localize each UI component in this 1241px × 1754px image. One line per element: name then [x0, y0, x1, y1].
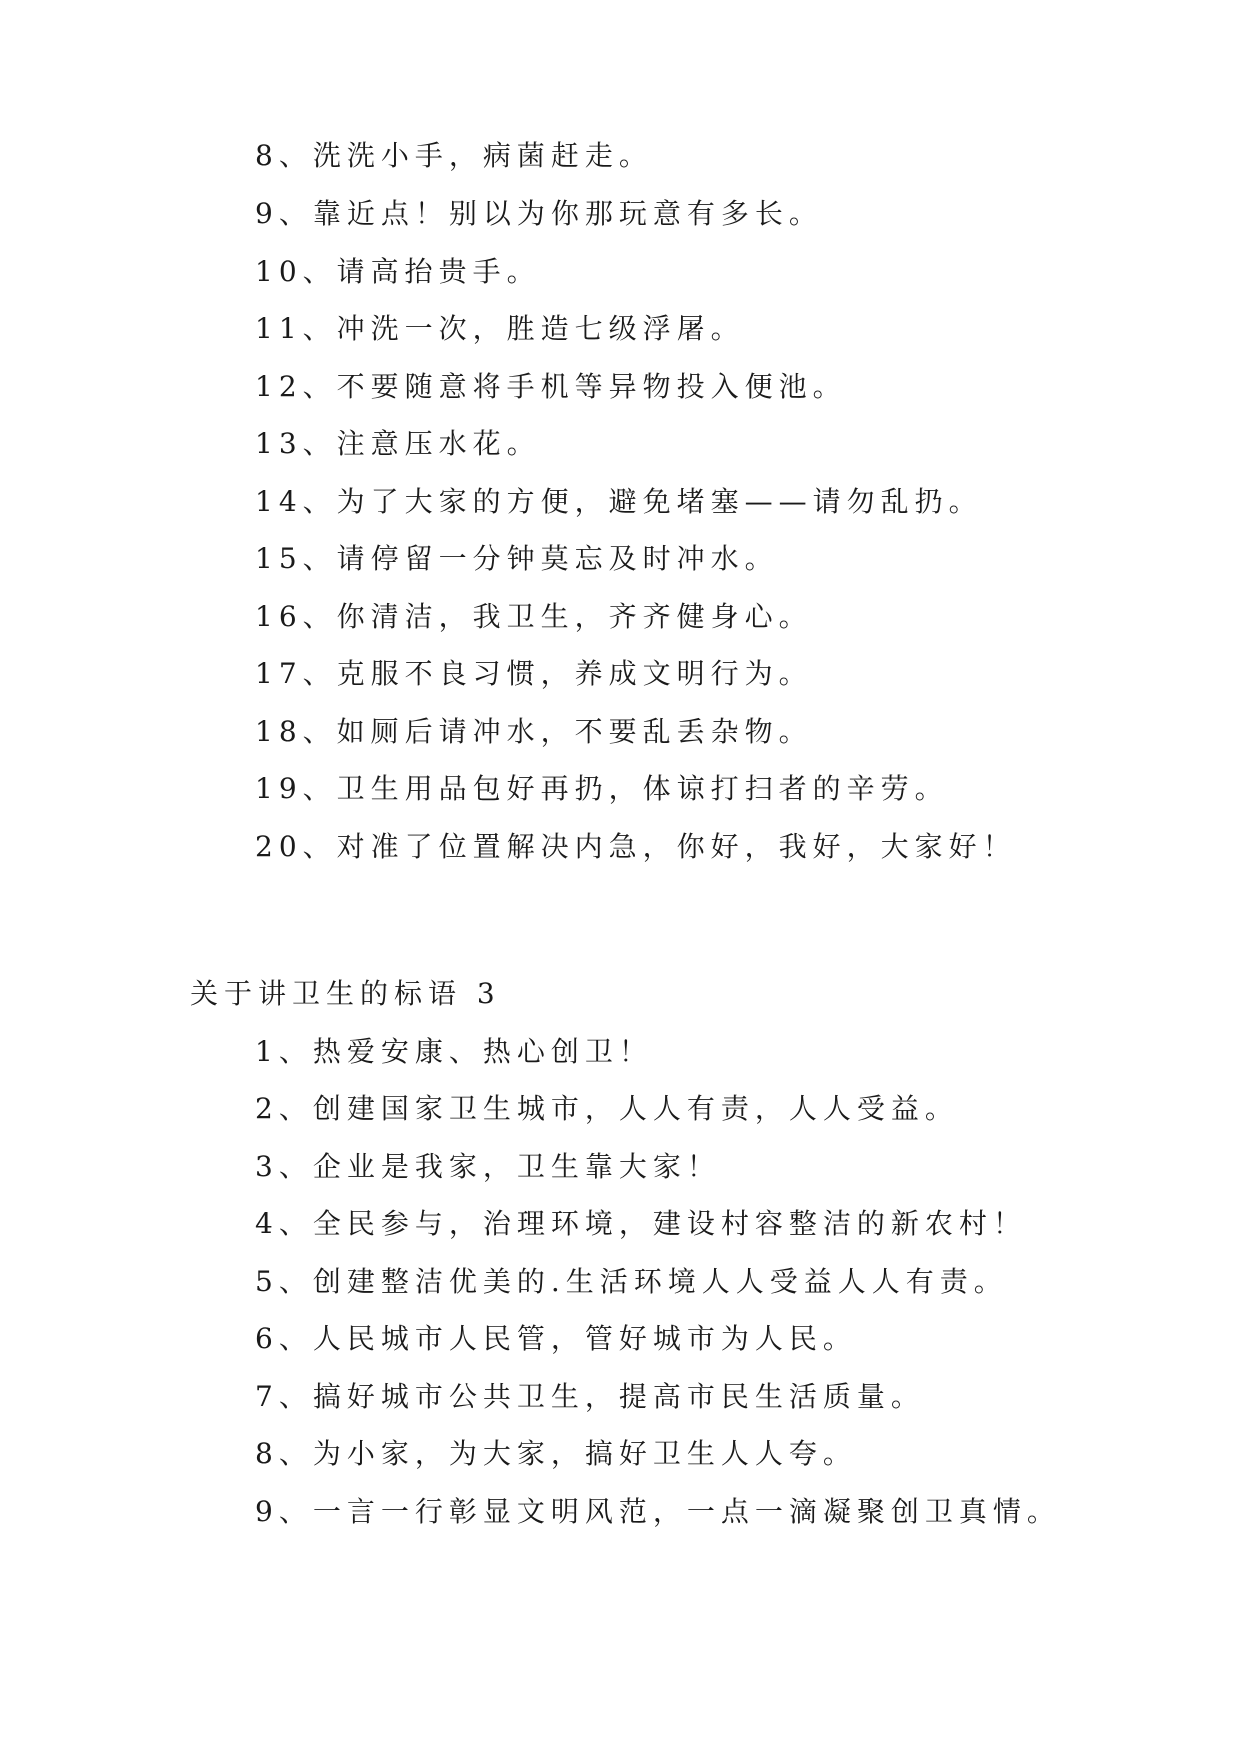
list-item: 8、洗洗小手，病菌赶走。 — [255, 139, 653, 172]
list-item: 15、请停留一分钟莫忘及时冲水。 — [255, 542, 779, 575]
list-item: 16、你清洁，我卫生，齐齐健身心。 — [255, 600, 813, 633]
list-item: 5、创建整洁优美的.生活环境人人受益人人有责。 — [255, 1265, 1008, 1298]
list-item: 13、注意压水花。 — [255, 427, 541, 460]
list-item: 9、靠近点！别以为你那玩意有多长。 — [255, 197, 823, 230]
list-item: 2、创建国家卫生城市，人人有责，人人受益。 — [255, 1092, 959, 1125]
list-item: 17、克服不良习惯，养成文明行为。 — [255, 657, 813, 690]
list-item: 14、为了大家的方便，避免堵塞——请勿乱扔。 — [255, 485, 983, 518]
list-item: 6、人民城市人民管，管好城市为人民。 — [255, 1322, 857, 1355]
list-item: 7、搞好城市公共卫生，提高市民生活质量。 — [255, 1380, 925, 1413]
list-item: 12、不要随意将手机等异物投入便池。 — [255, 370, 847, 403]
list-item: 1、热爱安康、热心创卫！ — [255, 1035, 653, 1068]
list-item: 9、一言一行彰显文明风范，一点一滴凝聚创卫真情。 — [255, 1495, 1061, 1528]
list-item: 10、请高抬贵手。 — [255, 255, 541, 288]
list-item: 18、如厕后请冲水，不要乱丢杂物。 — [255, 715, 813, 748]
section-heading: 关于讲卫生的标语 3 — [190, 977, 501, 1010]
list-item: 19、卫生用品包好再扔，体谅打扫者的辛劳。 — [255, 772, 949, 805]
list-item: 11、冲洗一次，胜造七级浮屠。 — [255, 312, 745, 345]
list-item: 3、企业是我家，卫生靠大家！ — [255, 1150, 721, 1183]
list-item: 4、全民参与，治理环境，建设村容整洁的新农村！ — [255, 1207, 1027, 1240]
list-item: 20、对准了位置解决内急，你好，我好，大家好！ — [255, 830, 1017, 863]
list-item: 8、为小家，为大家，搞好卫生人人夸。 — [255, 1437, 857, 1470]
